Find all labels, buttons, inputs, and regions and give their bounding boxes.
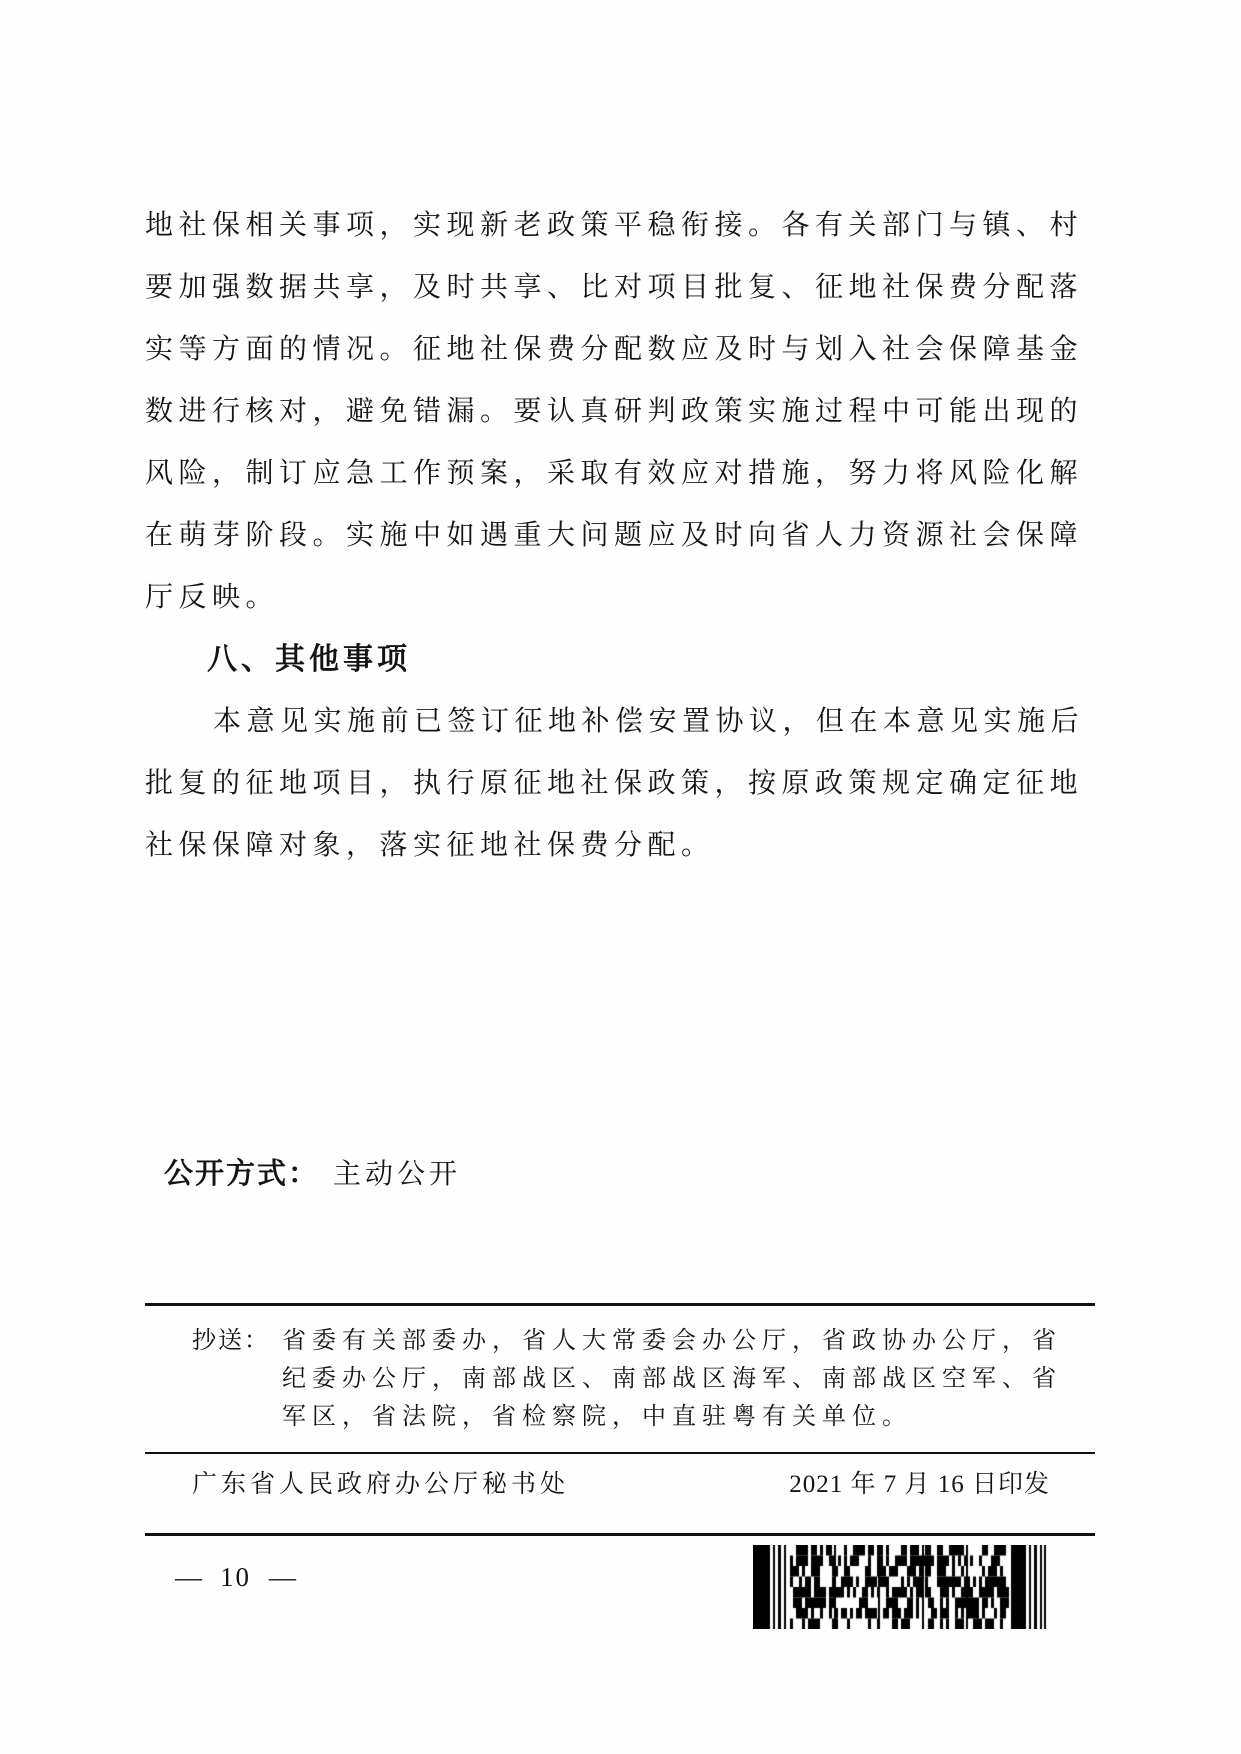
divider-middle: [145, 1452, 1095, 1454]
body-line: 要加强数据共享，及时共享、比对项目批复、征地社保费分配落: [145, 272, 1084, 303]
page-number-value: 10: [220, 1562, 251, 1592]
paragraph-line: 批复的征地项目，执行原征地社保政策，按原政策规定确定征地: [145, 768, 1084, 799]
page-number: [175, 1560, 296, 1594]
printer-row: [192, 1468, 1050, 1502]
body-line: 风险，制订应急工作预案，采取有效应对措施，努力将风险化解: [145, 458, 1084, 489]
cc-block: [192, 1322, 1062, 1436]
divider-top: [145, 1303, 1095, 1306]
paragraph-line: 本意见实施前已签订征地补偿安置协议，但在本意见实施后: [213, 706, 1085, 737]
publicity-value: 主动公开: [333, 1159, 462, 1190]
publicity-label: 公开方式：: [164, 1158, 320, 1190]
paragraph-line: 社保保障对象，落实征地社保费分配。: [145, 830, 715, 861]
divider-bottom: [145, 1533, 1095, 1536]
print-date: 2021 年 7 月 16 日印发: [789, 1471, 1050, 1498]
cc-lines: [282, 1322, 1062, 1436]
section-heading: 八、其他事项: [207, 643, 411, 676]
cc-line: 省委有关部委办，省人大常委会办公厅，省政协办公厅，省: [282, 1328, 1062, 1354]
page-number-dash-right: —: [269, 1562, 296, 1592]
main-text-block: [145, 195, 1100, 877]
body-line: 实等方面的情况。征地社保费分配数应及时与划入社会保障基金: [145, 334, 1084, 365]
body-line: 厅反映。: [145, 582, 280, 613]
body-line: 数进行核对，避免错漏。要认真研判政策实施过程中可能出现的: [145, 396, 1084, 427]
cc-label: 抄送：: [192, 1328, 270, 1354]
page-number-dash-left: —: [175, 1562, 202, 1592]
pdf417-barcode: [753, 1545, 1047, 1629]
publicity-row: [164, 1152, 461, 1196]
cc-line: 纪委办公厅，南部战区、南部战区海军、南部战区空军、省: [282, 1366, 1062, 1392]
body-line: 地社保相关事项，实现新老政策平稳衔接。各有关部门与镇、村: [145, 210, 1084, 241]
cc-line: 军区，省法院，省检察院，中直驻粤有关单位。: [282, 1404, 912, 1430]
body-line: 在萌芽阶段。实施中如遇重大问题应及时向省人力资源社会保障: [145, 520, 1084, 551]
printer-org: 广东省人民政府办公厅秘书处: [192, 1471, 570, 1498]
